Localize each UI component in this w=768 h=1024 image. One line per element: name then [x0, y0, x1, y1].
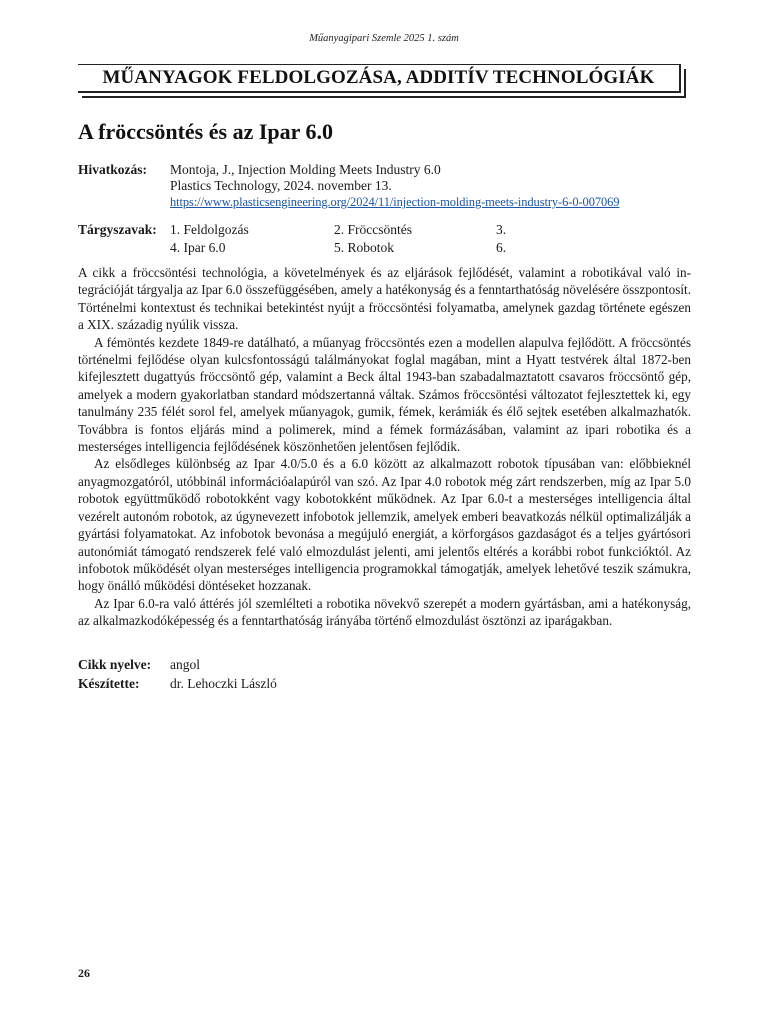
keywords-label: Tárgyszavak: — [78, 222, 157, 237]
page-number: 26 — [78, 966, 90, 980]
reference-url-link[interactable]: https://www.plasticsengineering.org/2024/11/injection-molding-meets-industry-6-0-007069 — [170, 195, 620, 209]
keyword-item: 3. — [496, 222, 507, 237]
keyword-item: 1. Feldolgozás — [170, 222, 249, 237]
keyword-item: 4. Ipar 6.0 — [170, 240, 226, 255]
body-paragraph: A cikk a fröccsöntési technológia, a követelmények és az eljárások fejlődését, valamint a robotikával való integrációját tárgyalja az Ipar 6.0 összefüggésében, amely a hatékonyság és a fenntarthatóság növelésére összpontosít. Történelmi kontextust és technikai betekintést nyújt a fröccsöntési folyamatba, amelynek gazdag története egészen a XIX. századig nyúlik vissza. — [78, 265, 691, 333]
reference-line-2: Plastics Technology, 2024. november 13. — [170, 178, 392, 193]
author-value: dr. Lehoczki László — [170, 676, 277, 691]
article-body — [78, 264, 691, 630]
keyword-item: 2. Fröccsöntés — [334, 222, 412, 237]
reference-lines — [170, 162, 700, 210]
article-title: A fröccsöntés és az Ipar 6.0 — [78, 119, 333, 144]
language-value: angol — [170, 657, 200, 672]
reference-line-1: Montoja, J., Injection Molding Meets Industry 6.0 — [170, 162, 441, 177]
author-label: Készítette: — [78, 676, 140, 691]
body-paragraph: Az Ipar 6.0-ra való áttérés jól szemlélteti a robotika növekvő szerepét a modern gyártásban, ami a hatékonyság, az alkalmazkodóképesség és a fenntarthatóság irányába történő elmozdulást ösztönzi az iparágakban. — [78, 595, 691, 629]
body-paragraph: A fémöntés kezdete 1849-re datálható, a műanyag fröccsöntés ezen a modellen alapulva fejlődött. A fröccsöntés történelmi fejlődése olyan kulcsfontosságú találmányokat foglal magában, mint a Hyatt testvérek által 1872-ben kifejlesztett dugattyús fröccsöntő gép, valamint a Beck által 1943-ban szabadalmaztatott csavaros fröccsöntő gép, amelyek a modern gyakorlatban standard módszertanná váltak. Számos fröccsöntési változatot fejlesztettek ki, egy tanulmány 235 félét sorol fel, amelyek műanyagok, gumik, fémek, kerámiák és élő sejtek esetében alkalmazhatók. Továbbra is fontos eljárás mind a polimerek, mind a fémek formázásában, valamint az ipari robotika és a mesterséges intelligencia fejlődésének köszönhetően jelentősen fejlődik. — [78, 334, 691, 455]
keyword-item: 6. — [496, 240, 507, 255]
reference-label: Hivatkozás: — [78, 162, 147, 177]
keyword-item: 5. Robotok — [334, 240, 395, 255]
body-paragraph: Az elsődleges különbség az Ipar 4.0/5.0 és a 6.0 között az alkalmazott robotok típusában van: előbbieknél anyagmozgatóról, utóbbinál információalapúról van szó. Az Ipar 4.0 robotok még zárt rendszerben, míg az Ipar 5.0 robotok együttműködő robotokként vagy kobotokként működnek. Az Ipar 6.0-t a mesterséges intelligencia által vezérelt autonóm robotok, az úgynevezett infobotok jellemzik, amelyek emberi beavatkozás nélkül optimalizálják a gyártási folyamatokat. Az infobotok bevonása a megújuló energiát, a körforgásos gazdaságot és a teljes gyártósori autonómiát támogató rendszerek felé való elmozdulást jelenti, ami jelentős eltérés a korábbi robot funkcióktól. Az infobotok működését olyan mesterséges intelligencia programokkal támogatják, amelyek lehetővé teszik számukra, hogy önálló működési döntéseket hozzanak. — [78, 456, 691, 594]
section-heading-box — [78, 64, 681, 93]
section-title: MŰANYAGOK FELDOLGOZÁSA, ADDITÍV TECHNOLÓGIÁK — [102, 67, 655, 88]
journal-header: Műanyagipari Szemle 2025 1. szám — [309, 33, 459, 44]
language-label: Cikk nyelve: — [78, 657, 152, 672]
